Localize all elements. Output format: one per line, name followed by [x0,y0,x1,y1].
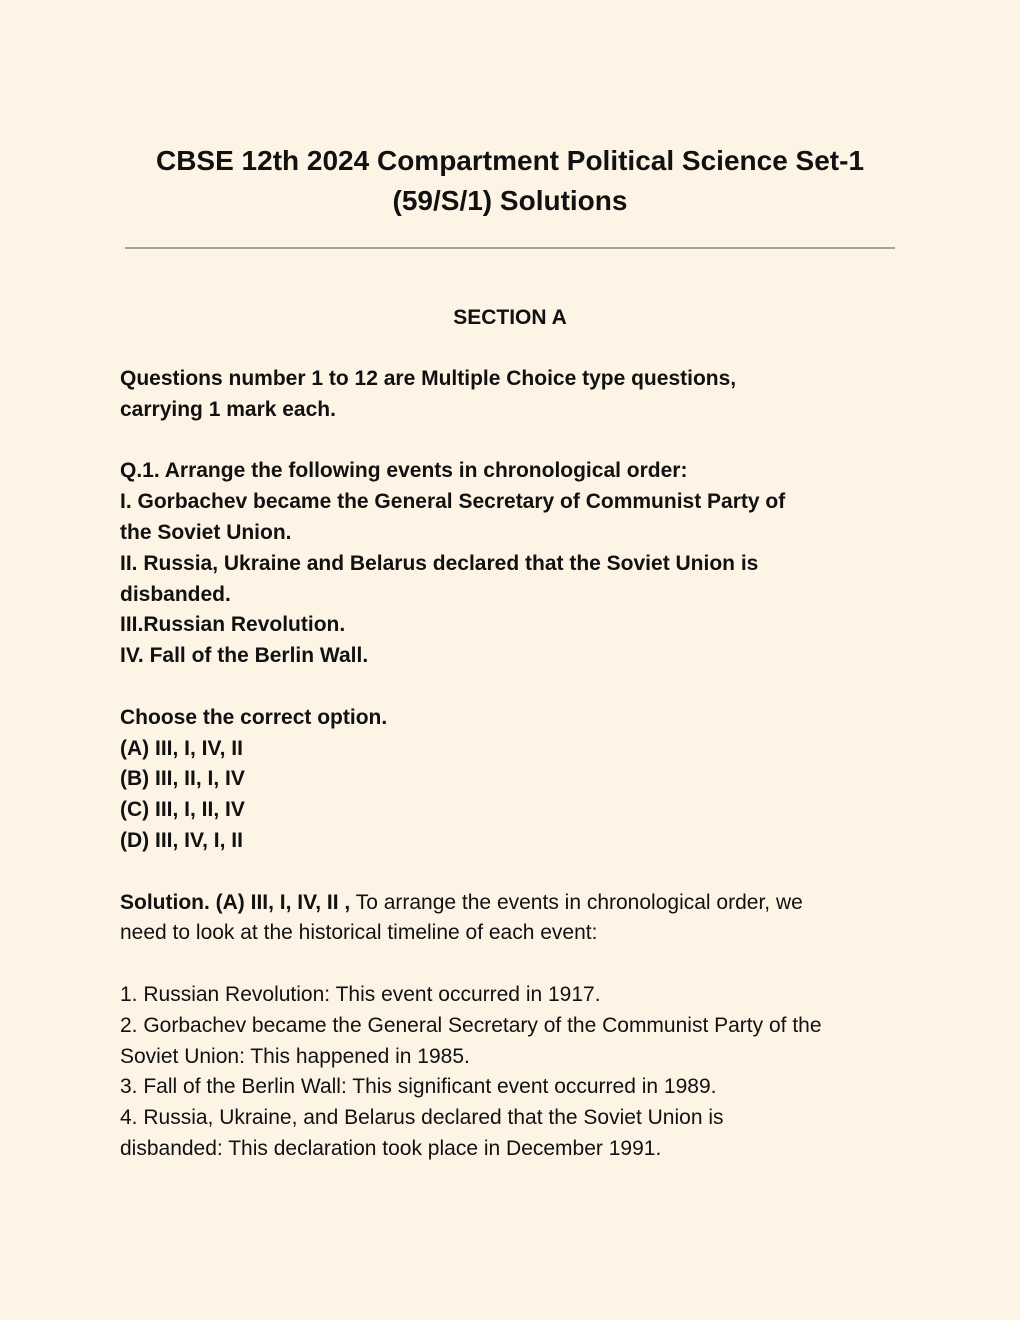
timeline-point-1: 1. Russian Revolution: This event occurred in 1917. [120,982,601,1006]
timeline-point-2-line-2: Soviet Union: This happened in 1985. [120,1044,470,1068]
timeline-point-2-line-1: 2. Gorbachev became the General Secretary of the Communist Party of the [120,1013,822,1037]
spacer [120,949,910,980]
event-2-line-2: disbanded. [120,582,231,606]
spacer [120,857,910,888]
solution-text-1: To arrange the events in chronological order, we [350,890,803,914]
timeline-point-3: 3. Fall of the Berlin Wall: This significant event occurred in 1989. [120,1075,717,1099]
instructions-line-2: carrying 1 mark each. [120,397,336,421]
timeline-point-4-line-1: 4. Russia, Ukraine, and Belarus declared that the Soviet Union is [120,1106,724,1130]
solution-text-2: need to look at the historical timeline of each event: [120,921,598,945]
solution-line-1 [120,888,910,919]
instructions-line-1: Questions number 1 to 12 are Multiple Choice type questions, [120,367,737,390]
title-line-1: CBSE 12th 2024 Compartment Political Science Set-1 [155,145,865,176]
choose-instruction: Choose the correct option. [120,705,388,729]
option-b: (B) III, II, I, IV [120,767,245,791]
spacer [120,672,910,703]
section-heading: SECTION A [453,306,567,329]
event-2-line-1: II. Russia, Ukraine and Belarus declared that the Soviet Union is [120,551,759,575]
event-3: III.Russian Revolution. [120,613,346,637]
option-d: (D) III, IV, I, II [120,828,243,852]
spacer [120,426,910,457]
page-title [100,141,920,221]
event-1-line-2: the Soviet Union. [120,520,292,544]
document-body [120,364,910,1165]
title-line-2: (59/S/1) Solutions [392,185,628,216]
event-1-line-1: I. Gorbachev became the General Secretary of Communist Party of [120,490,786,514]
title-divider [125,247,895,249]
event-4: IV. Fall of the Berlin Wall. [120,644,369,668]
solution-label: Solution. (A) III, I, IV, II , [120,890,351,914]
timeline-point-4-line-2: disbanded: This declaration took place in December 1991. [120,1136,662,1160]
option-c: (C) III, I, II, IV [120,798,245,822]
option-a: (A) III, I, IV, II [120,736,243,760]
question-prompt: Q.1. Arrange the following events in chronological order: [120,459,688,483]
